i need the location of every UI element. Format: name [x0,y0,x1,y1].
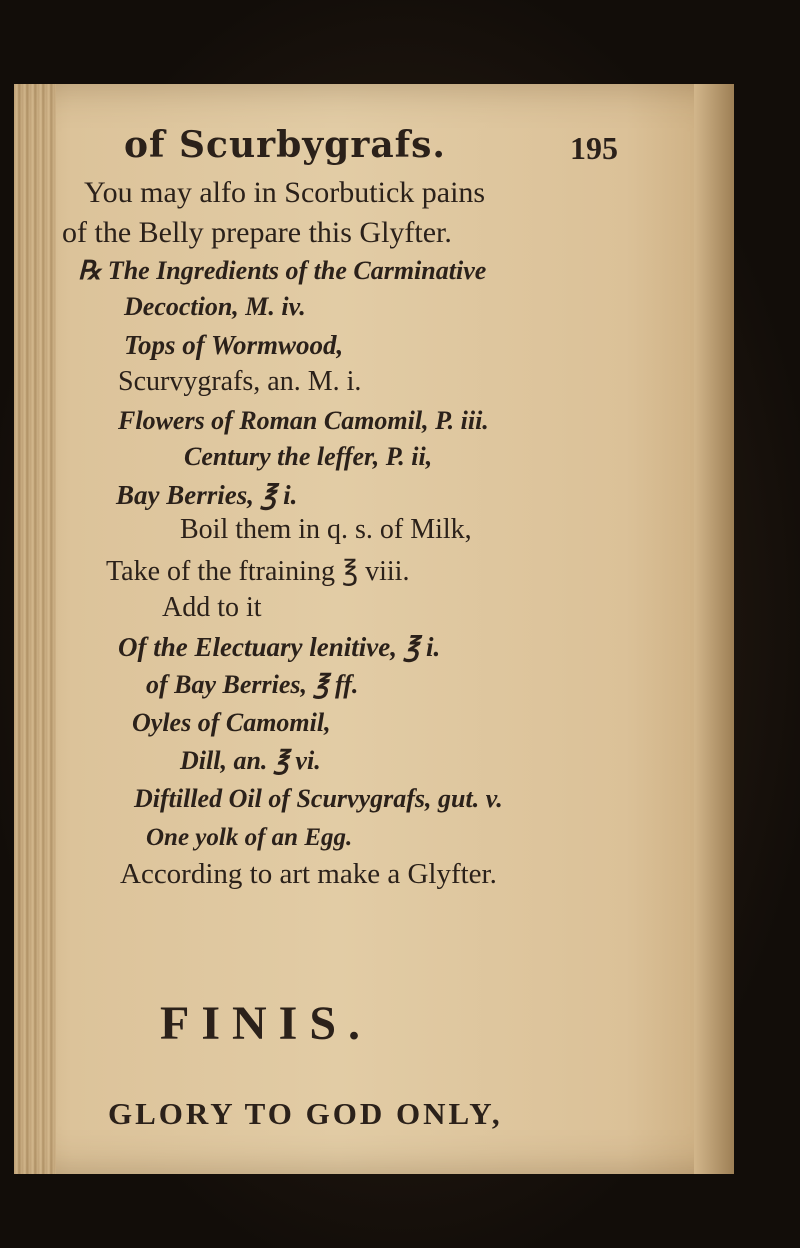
recipe-line-19: According to art make a Glyfter. [120,858,497,890]
recipe-line-10: Boil them in q. s. of Milk, [180,514,472,545]
recipe-line-14: of Bay Berries, ℥ ff. [146,670,359,699]
running-title: of Scurbygrafs. [124,124,446,166]
recipe-line-9: Bay Berries, ℥ i. [116,480,298,510]
page-edge-right [694,84,734,1174]
recipe-line-16: Dill, an. ℥ vi. [180,746,321,775]
book-page [14,84,734,1174]
recipe-line-11: Take of the ftraining ℥ viii. [106,556,410,587]
recipe-line-13: Of the Electuary lenitive, ℥ i. [118,632,441,662]
recipe-line-2: of the Belly prepare this Glyfter. [62,216,452,249]
page-edge-left [14,84,56,1174]
finis-heading: FINIS. [160,997,373,1050]
recipe-line-7: Flowers of Roman Camomil, P. iii. [118,406,489,435]
recipe-line-18: One yolk of an Egg. [146,824,353,851]
page-number: 195 [570,130,618,166]
recipe-line-3: ℞ The Ingredients of the Carminative [78,256,487,285]
closing-line: GLORY TO GOD ONLY, [108,1096,503,1131]
recipe-line-8: Century the leffer, P. ii, [184,442,433,471]
recipe-line-17: Diftilled Oil of Scurvygrafs, gut. v. [134,784,503,813]
recipe-line-4: Decoction, M. iv. [124,292,306,321]
recipe-line-1: You may alfo in Scorbutick pains [84,176,486,209]
recipe-line-5: Tops of Wormwood, [124,330,344,360]
recipe-line-12: Add to it [162,592,262,623]
recipe-line-15: Oyles of Camomil, [132,708,331,737]
recipe-line-6: Scurvygrafs, an. M. i. [118,366,362,397]
